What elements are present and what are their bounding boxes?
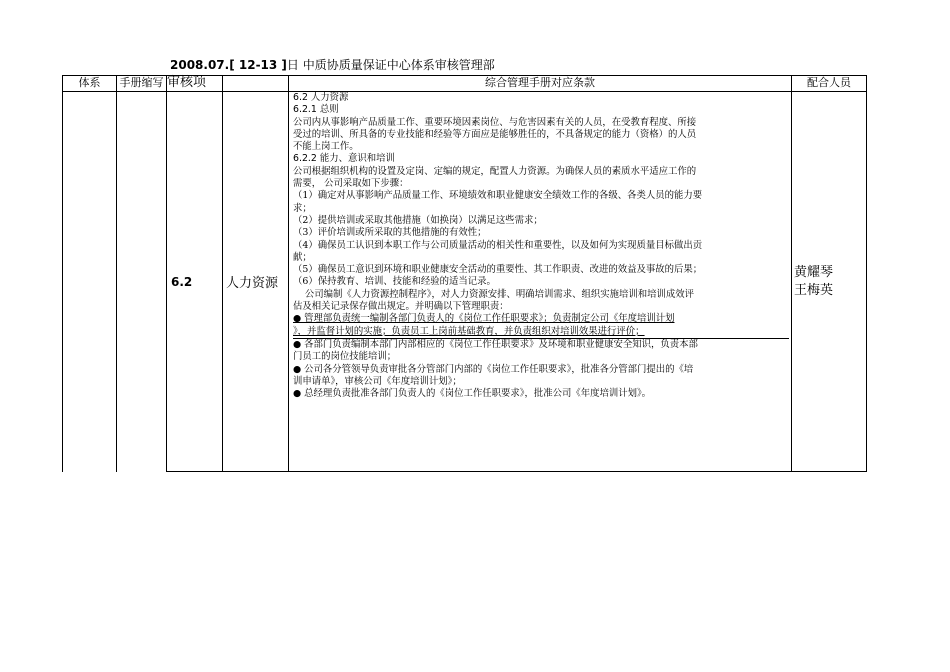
title-date: 2008.07.[ 12-13 ] [170,58,287,72]
staff-cell [792,92,867,472]
staff-name: 王梅英 [794,282,834,298]
table-row [63,92,867,472]
header-system: 体系 [63,76,117,92]
header-manual-clauses: 综合管理手册对应条款 [289,76,792,92]
staff-name: 黄耀琴 [794,264,834,280]
header-audit-item: 审核项 [167,76,223,92]
content-line: 公司编制《人力资源控制程序》，对人力资源安排、明确培训需求、组织实施培训和培训成效评 [293,288,694,300]
content-line: 需要， 公司采取如下步骤： [293,178,409,190]
content-line: 6.2.2 能力、意识和培训 [293,153,395,165]
clause-content [289,92,792,472]
content-line: ● 总经理负责批准各部门负责人的《岗位工作任职要求》，批准公司《年度培训计划》。 [293,388,652,400]
content-line: （1）确定对从事影响产品质量工作、环境绩效和职业健康安全绩效工作的各级、各类人员的能力要 [293,190,703,202]
content-line: ● 管理部负责统一编制各部门负责人的《岗位工作任职要求》；负责制定公司《年度培训计划 [293,313,675,325]
content-line: （6）保持教育、培训、技能和经验的适当记录。 [293,276,496,288]
content-line: ● 公司各分管领导负责审批各分管部门内部的《岗位工作任职要求》，批准各分管部门提出的《培 [293,363,694,375]
content-line: 不能上岗工作。 [293,141,359,153]
table-header-row [63,76,867,92]
content-line: 》，并监督计划的实施；负责员工上岗前基础教育，并负责组织对培训效果进行评价； [293,325,645,337]
clause-number: 6.2 [167,92,223,472]
content-line: 估及相关记录保存做出规定。并明确以下管理职责： [293,301,509,313]
content-line: 6.2 人力资源 [293,92,349,103]
audit-table [62,75,867,472]
title-text: 日 中质协质量保证中心体系审核管理部 [286,58,495,72]
content-line: 门员工的岗位技能培训； [293,351,397,363]
content-line: ● 各部门负责编制本部门内部相应的《岗位工作任职要求》及环境和职业健康安全知识，负责本部 [293,338,789,351]
manual-abbr-cell [117,92,167,472]
content-line: （3）评价培训或所采取的其他措施的有效性； [293,227,487,239]
document-title [170,56,495,73]
content-line: 6.2.1 总则 [293,104,339,116]
content-line: 求； [293,202,312,214]
header-manual-abbr: 手册缩写 [117,76,167,92]
content-line: 献； [293,251,312,263]
content-line: 训申请单》，审核公司《年度培训计划》； [293,375,462,387]
header-staff: 配合人员 [792,76,867,92]
content-line: （5）确保员工意识到环境和职业健康安全活动的重要性、其工作职责、改进的效益及事故的后果； [293,264,703,276]
audit-item-name: 人力资源 [223,92,289,472]
content-line: 受过的培训、所具备的专业技能和经验等方面应是能够胜任的，不具备规定的能力（资格）的人员 [293,128,697,140]
content-line: 公司内从事影响产品质量工作、重要环境因素岗位、与危害因素有关的人员，在受教育程度、所接 [293,116,697,128]
content-line: （2）提供培训或采取其他措施（如换岗）以满足这些需求； [293,214,543,226]
header-empty [223,76,289,92]
content-line: （4）确保员工认识到本职工作与公司质量活动的相关性和重要性，以及如何为实现质量目标做出贡 [293,239,703,251]
system-cell [63,92,117,472]
content-line: 公司根据组织机构的设置及定岗、定编的规定，配置人力资源。为确保人员的素质水平适应工作的 [293,165,697,177]
